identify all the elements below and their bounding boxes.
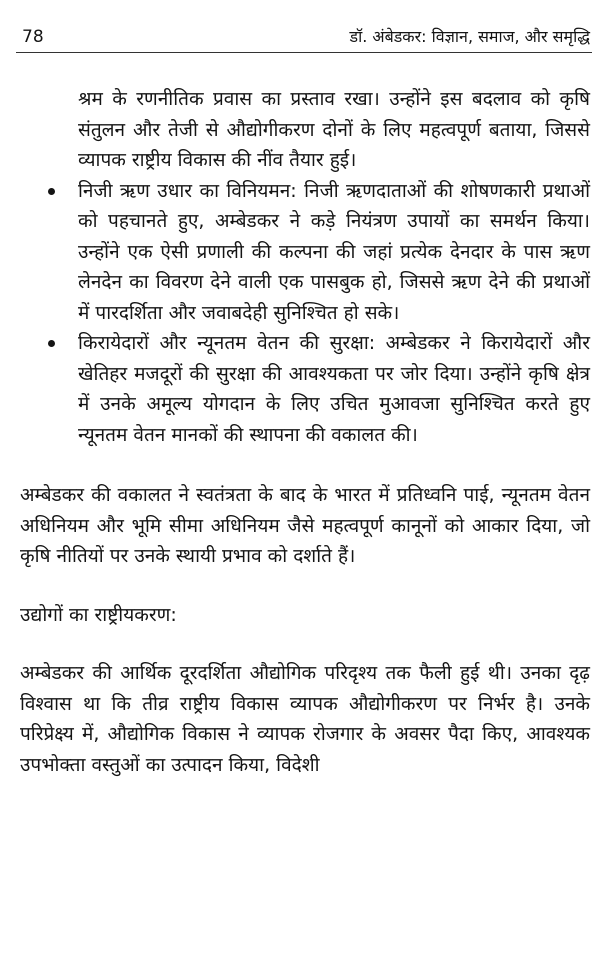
header-divider: [16, 52, 592, 53]
continuation-paragraph: श्रम के रणनीतिक प्रवास का प्रस्ताव रखा। उन्होंने इस बदलाव को कृषि संतुलन और तेजी से औद्योगीकरण दोनों के लिए महत्वपूर्ण बताया, जिससे व्यापक राष्ट्रीय विकास की नींव तैयार हुई।: [78, 88, 590, 171]
spacer: [20, 450, 590, 480]
bullet-text: निजी ऋण उधार का विनियमन: निजी ऋणदाताओं की शोषणकारी प्रथाओं को पहचानते हुए, अम्बेडकर ने कड़े नियंत्रण उपायों का समर्थन किया। उन्होंने एक ऐसी प्रणाली की कल्पना की जहां प्रत्येक देनदार के पास ऋण लेनदेन का विवरण देने वाली एक पासबुक हो, जिससे ऋण देने की प्रथाओं में पारदर्शिता और जवाबदेही सुनिश्चित हो सके।: [78, 179, 590, 324]
bullet-item-loan-regulation: [20, 176, 590, 329]
summary-paragraph: अम्बेडकर की वकालत ने स्वतंत्रता के बाद के भारत में प्रतिध्वनि पाई, न्यूनतम वेतन अधिनियम और भूमि सीमा अधिनियम जैसे महत्वपूर्ण कानूनों को आकार दिया, जो कृषि नीतियों पर उनके स्थायी प्रभाव को दर्शाते हैं।: [20, 484, 590, 567]
bullet-text: किरायेदारों और न्यूनतम वेतन की सुरक्षा: अम्बेडकर ने किरायेदारों और खेतिहर मजदूरों की सुरक्षा की आवश्यकता पर जोर दिया। उन्होंने कृषि क्षेत्र में उनके अमूल्य योगदान के लिए उचित मुआवजा सुनिश्चित करते हुए न्यूनतम वेतन मानकों की स्थापना की वकालत की।: [78, 332, 590, 446]
page-body: [20, 84, 590, 780]
spacer: [20, 630, 590, 658]
section-paragraph: अम्बेडकर की आर्थिक दूरदर्शिता औद्योगिक परिदृश्य तक फैली हुई थी। उनका दृढ़ विश्वास था कि तीव्र राष्ट्रीय विकास व्यापक औद्योगीकरण पर निर्भर है। उनके परिप्रेक्ष्य में, औद्योगिक विकास ने व्यापक रोजगार के अवसर पैदा किए, आवश्यक उपभोक्ता वस्तुओं का उत्पादन किया, विदेशी: [20, 662, 590, 776]
bullet-list: [20, 176, 590, 451]
bullet-icon: [48, 340, 55, 347]
section-heading: उद्योगों का राष्ट्रीयकरण:: [20, 603, 177, 626]
running-header-title: डॉ. अंबेडकर: विज्ञान, समाज, और समृद्धि: [349, 27, 590, 46]
page-number: 78: [22, 27, 44, 47]
bullet-item-tenant-protection: [20, 328, 590, 450]
spacer: [20, 572, 590, 600]
bullet-icon: [48, 188, 55, 195]
